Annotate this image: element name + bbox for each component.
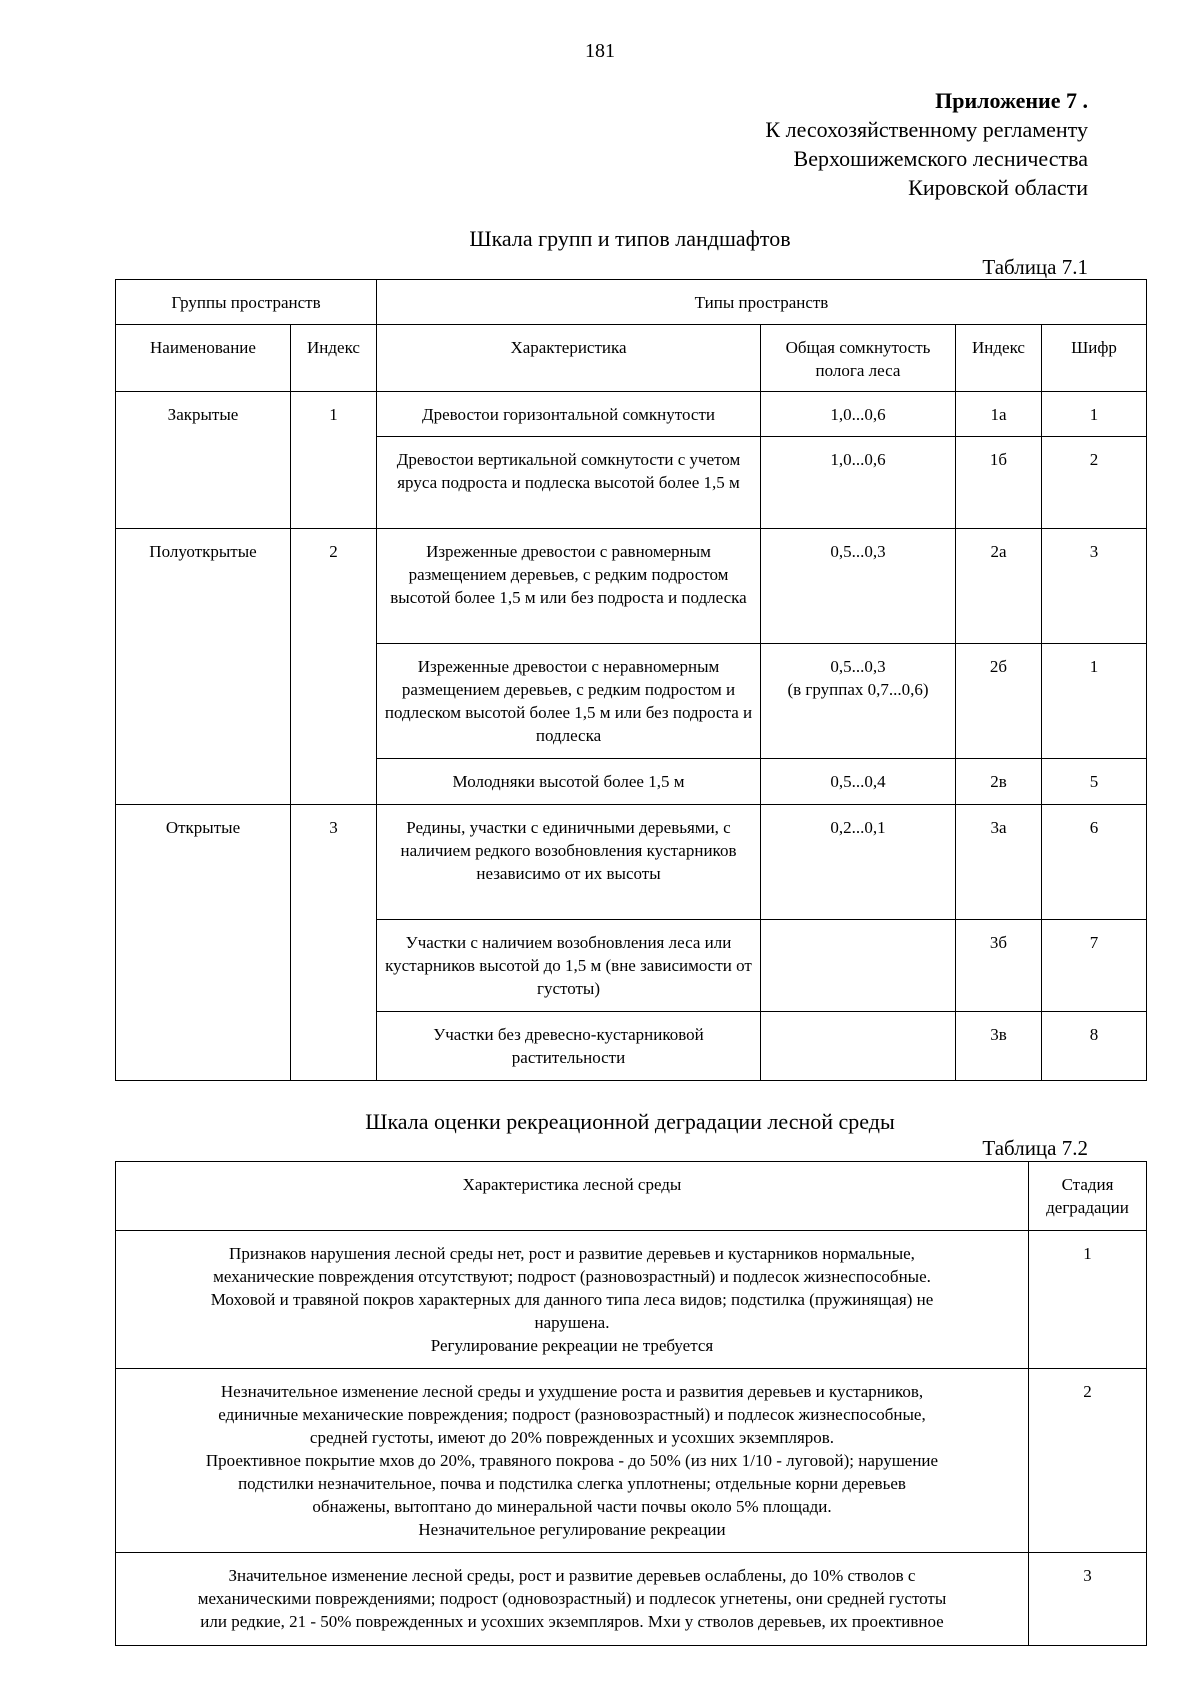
type-characteristic: Молодняки высотой более 1,5 м [377,759,761,805]
type-characteristic: Участки с наличием возобновления леса или кустарников высотой до 1,5 м (вне зависимости от густоты) [377,920,761,1012]
appendix-line: К лесохозяйственному регламенту [765,117,1088,142]
type-code: 1 [1042,392,1147,437]
table1-title: Шкала групп и типов ландшафтов [469,226,791,251]
group-header: Группы пространств [116,280,377,325]
type-index: 3а [956,805,1042,920]
text-line: Значительное изменение лесной среды, рост и развитие деревьев ослаблены, до 10% стволов с [228,1566,916,1585]
degradation-stage: 3 [1029,1553,1147,1646]
canopy-density: 0,5...0,3 [761,529,956,644]
type-characteristic: Изреженные древостои с равномерным размещением деревьев, с редким подростом высотой более 1,5 м или без подроста и подлеска [377,529,761,644]
table1-label: Таблица 7.1 [982,255,1088,279]
text-line: механические повреждения отсутствуют; подрост (разновозрастный) и подлесок жизнеспособные. [213,1267,931,1286]
table-row [116,392,1147,437]
text-line: Моховой и травяной покров характерных для данного типа леса видов; подстилка (пружинящая) не [210,1290,934,1309]
degradation-stage: 1 [1029,1231,1147,1369]
type-code: 8 [1042,1012,1147,1081]
table2-label: Таблица 7.2 [982,1136,1088,1160]
canopy-density: 0,2...0,1 [761,805,956,920]
canopy-density: 0,5...0,4 [761,759,956,805]
type-code: 7 [1042,920,1147,1012]
type-code: 6 [1042,805,1147,920]
appendix-title: Приложение 7 . [935,88,1088,113]
type-index: 1б [956,437,1042,529]
environment-characteristic [116,1369,1029,1553]
column-header: Наименование [116,325,291,392]
column-header: Характеристика лесной среды [116,1162,1029,1231]
type-index: 3б [956,920,1042,1012]
column-header: Индекс [956,325,1042,392]
group-index: 3 [291,805,377,1081]
column-header: Характеристика [377,325,761,392]
type-index: 2б [956,644,1042,759]
text-line: Проективное покрытие мхов до 20%, травяного покрова - до 50% (из них 1/10 - луговой); нарушение [205,1451,939,1470]
table-row [116,529,1147,644]
type-characteristic: Изреженные древостои с неравномерным размещением деревьев, с редким подростом и подлеском высотой более 1,5 м или без подроста и подлеска [377,644,761,759]
type-index: 2а [956,529,1042,644]
group-index: 2 [291,529,377,805]
canopy-density: 1,0...0,6 [761,392,956,437]
environment-characteristic [116,1553,1029,1646]
table2-title: Шкала оценки рекреационной деградации лесной среды [365,1109,895,1134]
text-line: или редкие, 21 - 50% поврежденных и усохших экземпляров. Мхи у стволов деревьев, их проективное [200,1612,944,1631]
column-header: Шифр [1042,325,1147,392]
page-number: 181 [585,40,615,62]
text-line: нарушена. [534,1313,610,1332]
text-line: Регулирование рекреации не требуется [430,1336,714,1355]
text-line: Незначительное регулирование рекреации [418,1520,726,1539]
type-index: 2в [956,759,1042,805]
text-line: Незначительное изменение лесной среды и ухудшение роста и развития деревьев и кустарников, [220,1382,924,1401]
text-line: обнажены, вытоптано до минеральной части почвы около 5% площади. [312,1497,832,1516]
landscape-types-table [115,279,1147,1081]
canopy-density [761,920,956,1012]
type-characteristic: Редины, участки с единичными деревьями, с наличием редкого возобновления кустарников независимо от их высоты [377,805,761,920]
column-header: Общая сомкнутость полога леса [761,325,956,392]
text-line: единичные механические повреждения; подрост (разновозрастный) и подлесок жизнеспособные, [218,1405,926,1424]
canopy-density [761,644,956,759]
appendix-header [765,86,1088,202]
type-index: 3в [956,1012,1042,1081]
column-header: Стадия деградации [1029,1162,1147,1231]
type-index: 1а [956,392,1042,437]
canopy-density [761,1012,956,1081]
group-index: 1 [291,392,377,529]
environment-characteristic [116,1231,1029,1369]
type-code: 3 [1042,529,1147,644]
table-row [116,1553,1147,1646]
table-row [116,805,1147,920]
text-line: Признаков нарушения лесной среды нет, рост и развитие деревьев и кустарников нормальные, [229,1244,915,1263]
type-characteristic: Древостои горизонтальной сомкнутости [377,392,761,437]
canopy-density: 1,0...0,6 [761,437,956,529]
group-name: Полуоткрытые [116,529,291,805]
table-row [116,1231,1147,1369]
type-code: 5 [1042,759,1147,805]
type-header: Типы пространств [377,280,1147,325]
density-note: (в группах 0,7...0,6) [787,680,929,699]
table-row [116,1369,1147,1553]
degradation-stage: 2 [1029,1369,1147,1553]
type-code: 1 [1042,644,1147,759]
text-line: механическими повреждениями; подрост (одновозрастный) и подлесок угнетены, они средней густоты [197,1589,947,1608]
density-value: 0,5...0,3 [830,657,886,676]
text-line: средней густоты, имеют до 20% поврежденных и усохших экземпляров. [309,1428,835,1447]
appendix-line: Верхошижемского лесничества [793,146,1088,171]
group-name: Закрытые [116,392,291,529]
type-characteristic: Древостои вертикальной сомкнутости с учетом яруса подроста и подлеска высотой более 1,5 м [377,437,761,529]
column-header: Индекс [291,325,377,392]
type-characteristic: Участки без древесно-кустарниковой растительности [377,1012,761,1081]
text-line: подстилки незначительное, почва и подстилка слегка уплотнены; отдельные корни деревьев [238,1474,906,1493]
group-name: Открытые [116,805,291,1081]
degradation-table [115,1161,1147,1646]
appendix-line: Кировской области [908,175,1088,200]
type-code: 2 [1042,437,1147,529]
